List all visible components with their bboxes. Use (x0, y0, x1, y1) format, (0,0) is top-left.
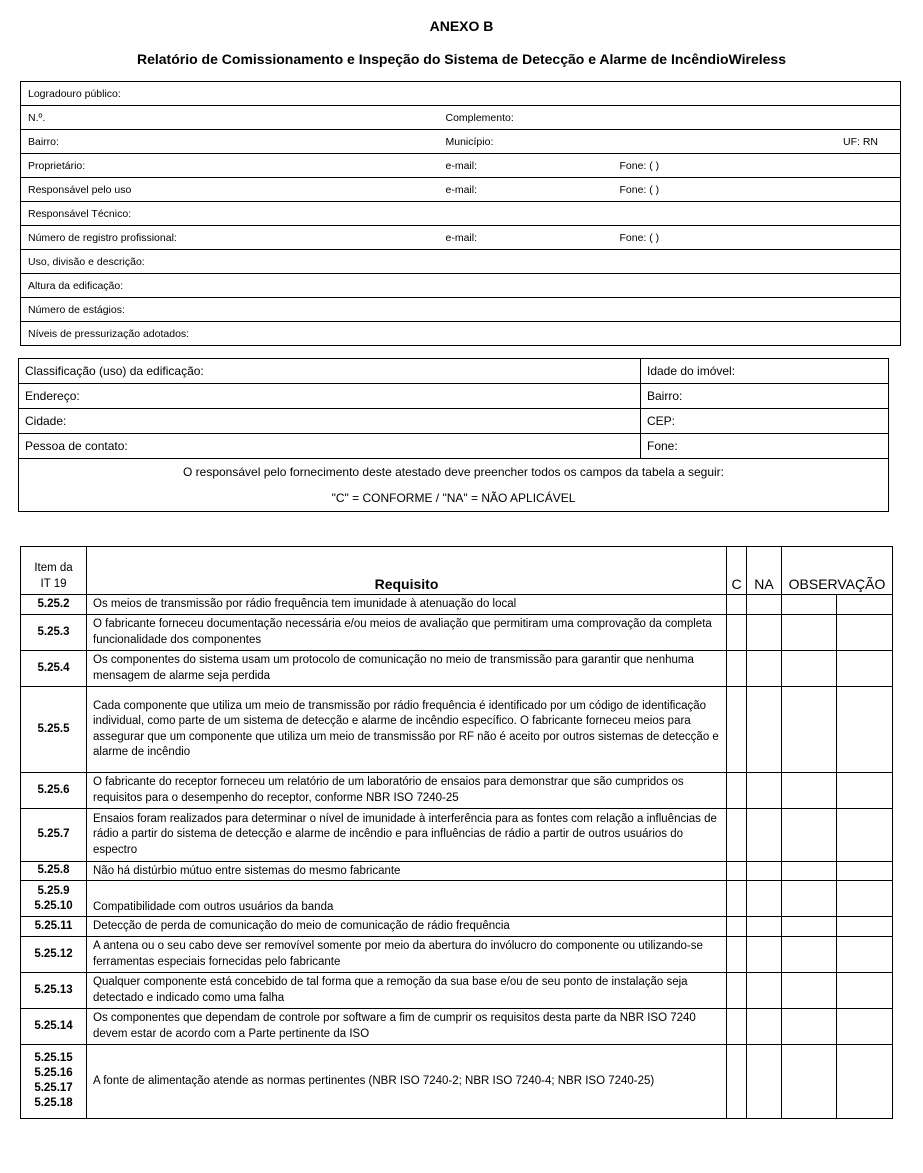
row-c-cell[interactable] (727, 650, 747, 686)
row-observation-cell-1[interactable] (782, 936, 837, 972)
table-row (21, 1008, 893, 1044)
field-uf: UF: RN (843, 135, 878, 148)
row-item-number: 5.25.12 (21, 936, 87, 972)
row-item-number: 5.25.8 (21, 861, 87, 881)
row-na-cell[interactable] (747, 936, 782, 972)
row-na-cell[interactable] (747, 1008, 782, 1044)
row-na-cell[interactable] (747, 686, 782, 772)
table-row (21, 917, 893, 937)
row-item-number: 5.25.14 (21, 1008, 87, 1044)
row-observation-cell-2[interactable] (837, 936, 893, 972)
header-item-line2: IT 19 (40, 578, 67, 590)
instructions-text: O responsável pelo fornecimento deste atestado deve preencher todos os campos da tabela a seguir: (182, 465, 724, 479)
row-requirement: Os componentes do sistema usam um protocolo de comunicação no meio de transmissão para garantir que nenhuma mensagem de alarme seja perdida (87, 650, 727, 686)
field-altura[interactable]: Altura da edificação: (21, 274, 901, 298)
row-c-cell[interactable] (727, 595, 747, 615)
field-pressurizacao[interactable]: Níveis de pressurização adotados: (21, 322, 901, 346)
field-cep[interactable]: CEP: (641, 409, 889, 434)
row-requirement: Qualquer componente está concebido de tal forma que a remoção da sua base e/ou de seu ponto de instalação seja detectado e indicado como uma falha (87, 972, 727, 1008)
field-proprietario[interactable]: Proprietário: (21, 154, 439, 178)
row-na-cell[interactable] (747, 614, 782, 650)
building-form (18, 358, 889, 512)
field-uf-cell (613, 130, 901, 154)
row-observation-cell-1[interactable] (782, 650, 837, 686)
field-responsavel-uso-email[interactable]: e-mail: (439, 178, 613, 202)
row-observation-cell-2[interactable] (837, 1044, 893, 1118)
requirements-checklist (20, 546, 893, 1119)
table-row (21, 861, 893, 881)
row-na-cell[interactable] (747, 808, 782, 861)
row-observation-cell-1[interactable] (782, 1008, 837, 1044)
row-c-cell[interactable] (727, 686, 747, 772)
instructions-cell (19, 459, 889, 512)
field-uso[interactable]: Uso, divisão e descrição: (21, 250, 901, 274)
row-requirement: Ensaios foram realizados para determinar o nível de imunidade à interferência para as fontes com relação a influências de rádio a partir do sistema de detecção e alarme de incêndio e para influências de rádio a partir de outros usuários do espectro (87, 808, 727, 861)
row-c-cell[interactable] (727, 1044, 747, 1118)
row-observation-cell-2[interactable] (837, 881, 893, 917)
field-numero[interactable]: N.º. (21, 106, 439, 130)
row-observation-cell-2[interactable] (837, 650, 893, 686)
field-registro-fone[interactable]: Fone: ( ) (613, 226, 901, 250)
field-proprietario-email[interactable]: e-mail: (439, 154, 613, 178)
table-row (21, 650, 893, 686)
row-observation-cell-2[interactable] (837, 772, 893, 808)
field-classificacao[interactable]: Classificação (uso) da edificação: (19, 359, 641, 384)
row-c-cell[interactable] (727, 917, 747, 937)
row-na-cell[interactable] (747, 1044, 782, 1118)
row-requirement: Não há distúrbio mútuo entre sistemas do mesmo fabricante (87, 861, 727, 881)
row-requirement: Compatibilidade com outros usuários da banda (87, 881, 727, 917)
row-item-number: 5.25.2 (21, 595, 87, 615)
row-na-cell[interactable] (747, 881, 782, 917)
row-c-cell[interactable] (727, 1008, 747, 1044)
row-observation-cell-2[interactable] (837, 972, 893, 1008)
row-requirement: Detecção de perda de comunicação do meio de comunicação de rádio frequência (87, 917, 727, 937)
row-c-cell[interactable] (727, 772, 747, 808)
table-row (21, 1044, 893, 1118)
row-observation-cell-1[interactable] (782, 808, 837, 861)
field-municipio[interactable]: Município: (439, 130, 613, 154)
row-observation-cell-1[interactable] (782, 861, 837, 881)
row-na-cell[interactable] (747, 917, 782, 937)
row-observation-cell-2[interactable] (837, 808, 893, 861)
field-proprietario-fone[interactable]: Fone: ( ) (613, 154, 901, 178)
field-complemento[interactable]: Complemento: (439, 106, 901, 130)
row-item-number: 5.25.9 5.25.10 (21, 881, 87, 917)
field-idade[interactable]: Idade do imóvel: (641, 359, 889, 384)
row-observation-cell-1[interactable] (782, 972, 837, 1008)
header-observacao: OBSERVAÇÃO (782, 547, 893, 595)
row-na-cell[interactable] (747, 595, 782, 615)
row-observation-cell-1[interactable] (782, 1044, 837, 1118)
row-c-cell[interactable] (727, 861, 747, 881)
table-row (21, 614, 893, 650)
row-observation-cell-2[interactable] (837, 861, 893, 881)
row-na-cell[interactable] (747, 650, 782, 686)
field-bairro-2[interactable]: Bairro: (641, 384, 889, 409)
header-item (21, 547, 87, 595)
field-bairro[interactable]: Bairro: (21, 130, 439, 154)
row-requirement: Cada componente que utiliza um meio de transmissão por rádio frequência é identificado por um código de identificação individual, como parte de um sistema de detecção e alarme de incêndio específico. O fabricante forneceu meios para assegurar que um componente que utiliza um meio de transmissão por RF não é aceito por outros sistemas de detecção e alarme de incêndio (87, 686, 727, 772)
row-c-cell[interactable] (727, 972, 747, 1008)
row-item-number: 5.25.13 (21, 972, 87, 1008)
header-na: NA (747, 547, 782, 595)
field-fone-2[interactable]: Fone: (641, 434, 889, 459)
row-requirement: O fabricante forneceu documentação necessária e/ou meios de avaliação que permitiram uma comprovação da completa funcionalidade dos componentes (87, 614, 727, 650)
field-responsavel-uso[interactable]: Responsável pelo uso (21, 178, 439, 202)
row-observation-cell-2[interactable] (837, 614, 893, 650)
field-logradouro[interactable]: Logradouro público: (21, 82, 901, 106)
row-item-number: 5.25.7 (21, 808, 87, 861)
row-observation-cell-1[interactable] (782, 595, 837, 615)
field-responsavel-uso-fone[interactable]: Fone: ( ) (613, 178, 901, 202)
row-requirement: A antena ou o seu cabo deve ser removível somente por meio da abertura do invólucro do componente ou utilizando-se ferramentas especiais fornecidas pelo fabricante (87, 936, 727, 972)
row-observation-cell-1[interactable] (782, 614, 837, 650)
row-na-cell[interactable] (747, 772, 782, 808)
row-observation-cell-1[interactable] (782, 686, 837, 772)
field-registro-email[interactable]: e-mail: (439, 226, 613, 250)
field-registro[interactable]: Número de registro profissional: (21, 226, 439, 250)
row-observation-cell-1[interactable] (782, 881, 837, 917)
row-na-cell[interactable] (747, 861, 782, 881)
header-requisito: Requisito (87, 547, 727, 595)
header-item-line1: Item da (34, 562, 73, 574)
legend-text: "C" = CONFORME / "NA" = NÃO APLICÁVEL (331, 491, 576, 505)
field-endereco[interactable]: Endereço: (19, 384, 641, 409)
document-title: Relatório de Comissionamento e Inspeção do Sistema de Detecção e Alarme de IncêndioWireless (136, 51, 786, 67)
identification-form (20, 81, 901, 346)
row-c-cell[interactable] (727, 808, 747, 861)
row-observation-cell-2[interactable] (837, 917, 893, 937)
row-requirement: Os componentes que dependam de controle por software a fim de cumprir os requisitos desta parte da NBR ISO 7240 devem estar de acordo com a Parte pertinente da ISO (87, 1008, 727, 1044)
table-row (21, 808, 893, 861)
field-cidade[interactable]: Cidade: (19, 409, 641, 434)
table-row (21, 936, 893, 972)
row-observation-cell-1[interactable] (782, 917, 837, 937)
table-row (21, 595, 893, 615)
row-observation-cell-1[interactable] (782, 772, 837, 808)
row-requirement: A fonte de alimentação atende as normas pertinentes (NBR ISO 7240-2; NBR ISO 7240-4; NBR ISO 7240-25) (87, 1044, 727, 1118)
table-row (21, 972, 893, 1008)
row-c-cell[interactable] (727, 936, 747, 972)
row-item-number: 5.25.5 (21, 686, 87, 772)
field-estagios[interactable]: Número de estágios: (21, 298, 901, 322)
annex-label: ANEXO B (429, 18, 494, 34)
row-requirement: O fabricante do receptor forneceu um relatório de um laboratório de ensaios para demonstrar que são cumpridos os requisitos para o desempenho do receptor, conforme NBR ISO 7240-25 (87, 772, 727, 808)
field-responsavel-tecnico[interactable]: Responsável Técnico: (21, 202, 901, 226)
row-observation-cell-2[interactable] (837, 595, 893, 615)
table-row (21, 772, 893, 808)
row-observation-cell-2[interactable] (837, 1008, 893, 1044)
row-item-number: 5.25.11 (21, 917, 87, 937)
row-item-number: 5.25.15 5.25.16 5.25.17 5.25.18 (21, 1044, 87, 1118)
row-item-number: 5.25.4 (21, 650, 87, 686)
table-row (21, 881, 893, 917)
row-requirement: Os meios de transmissão por rádio frequência tem imunidade à atenuação do local (87, 595, 727, 615)
row-c-cell[interactable] (727, 881, 747, 917)
row-item-number: 5.25.3 (21, 614, 87, 650)
table-row (21, 686, 893, 772)
row-observation-cell-2[interactable] (837, 686, 893, 772)
row-item-number: 5.25.6 (21, 772, 87, 808)
row-c-cell[interactable] (727, 614, 747, 650)
header-c: C (727, 547, 747, 595)
field-contato[interactable]: Pessoa de contato: (19, 434, 641, 459)
row-na-cell[interactable] (747, 972, 782, 1008)
